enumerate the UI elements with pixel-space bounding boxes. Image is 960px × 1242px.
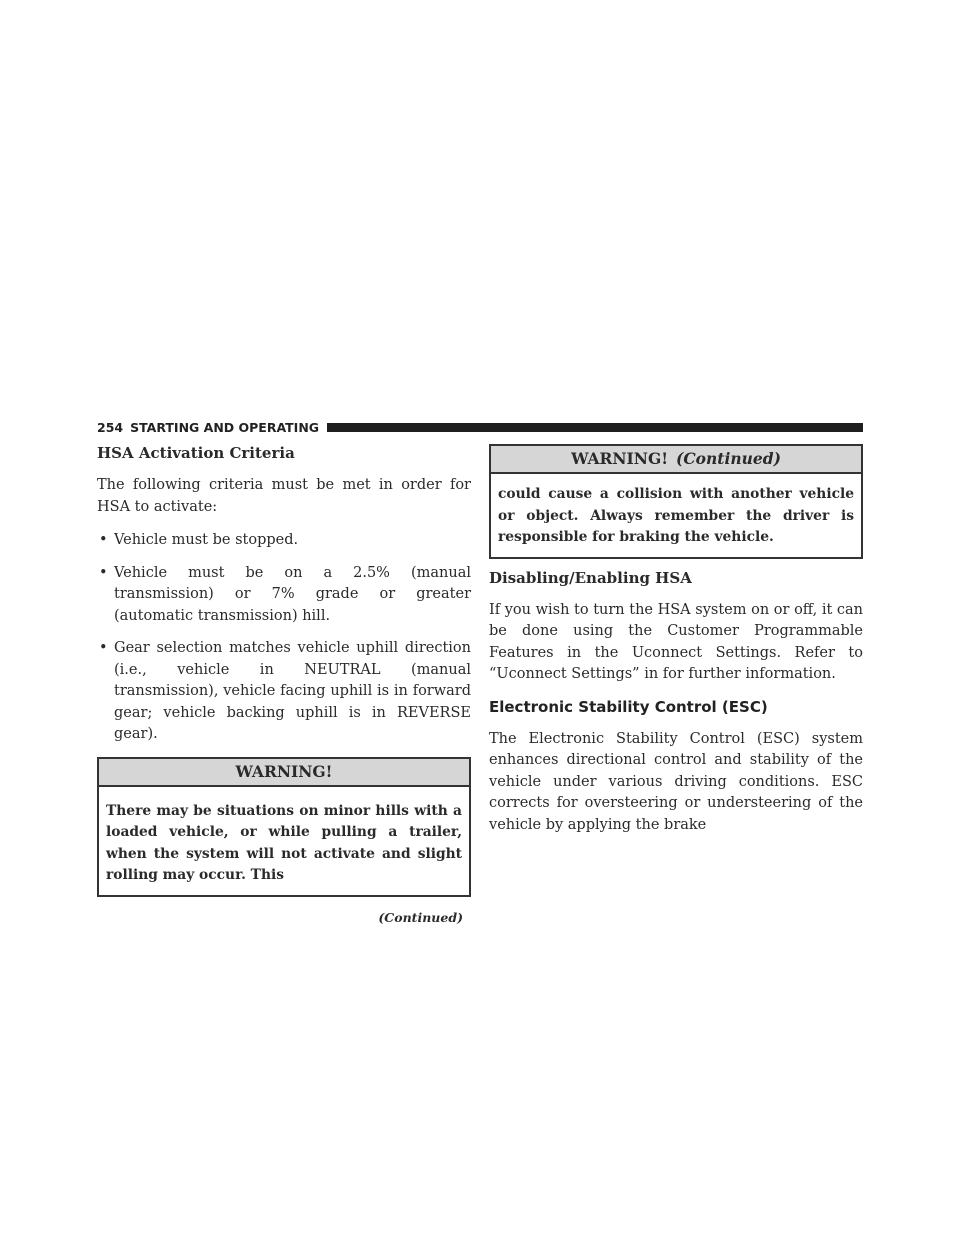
left-column <box>97 444 471 925</box>
header-rule <box>327 423 863 432</box>
hsa-activation-heading: HSA Activation Criteria <box>97 444 295 462</box>
warning-title: WARNING! <box>99 759 469 787</box>
intro-paragraph: The following criteria must be met in order for HSA to activate: <box>97 477 471 515</box>
page-header <box>97 419 863 435</box>
disabling-enabling-heading: Disabling/Enabling HSA <box>489 568 692 587</box>
esc-paragraph: The Electronic Stability Control (ESC) system enhances directional control and stability of the vehicle under various driving conditions. ESC corrects for oversteering or understeering of the vehicle by applying the brake <box>489 730 863 833</box>
warning-title: WARNING! (Continued) <box>491 446 861 474</box>
criteria-list <box>97 530 471 746</box>
list-item: • Vehicle must be stopped. <box>97 530 471 552</box>
warning-box <box>97 757 471 897</box>
continued-note: (Continued) <box>378 909 463 925</box>
warning-text: There may be situations on minor hills with a loaded vehicle, or while pulling a trailer, when the system will not activate and slight rolling may occur. This <box>106 802 462 883</box>
esc-heading: Electronic Stability Control (ESC) <box>489 697 768 716</box>
list-item: • Gear selection matches vehicle uphill direction (i.e., vehicle in NEUTRAL (manual transmission), vehicle facing uphill is in forward gear; vehicle backing uphill is in REVERSE gear). <box>99 640 471 742</box>
bullet-icon: • <box>99 640 108 656</box>
warning-text: could cause a collision with another vehicle or object. Always remember the driver is responsible for braking the vehicle. <box>498 486 854 545</box>
warning-box-continued <box>489 444 863 559</box>
section-title: STARTING AND OPERATING <box>130 419 320 435</box>
right-column <box>489 444 863 848</box>
page-number: 254 <box>97 419 124 435</box>
list-item: • Vehicle must be on a 2.5% (manual transmission) or 7% grade or greater (automatic transmission) hill. <box>99 564 471 624</box>
hsa-toggle-paragraph: If you wish to turn the HSA system on or off, it can be done using the Customer Programmable Features in the Uconnect Settings. Refer to “Uconnect Settings” in for further information. <box>489 601 863 682</box>
bullet-icon: • <box>99 532 108 548</box>
warning-continued-label: (Continued) <box>676 449 781 468</box>
bullet-icon: • <box>99 564 108 581</box>
